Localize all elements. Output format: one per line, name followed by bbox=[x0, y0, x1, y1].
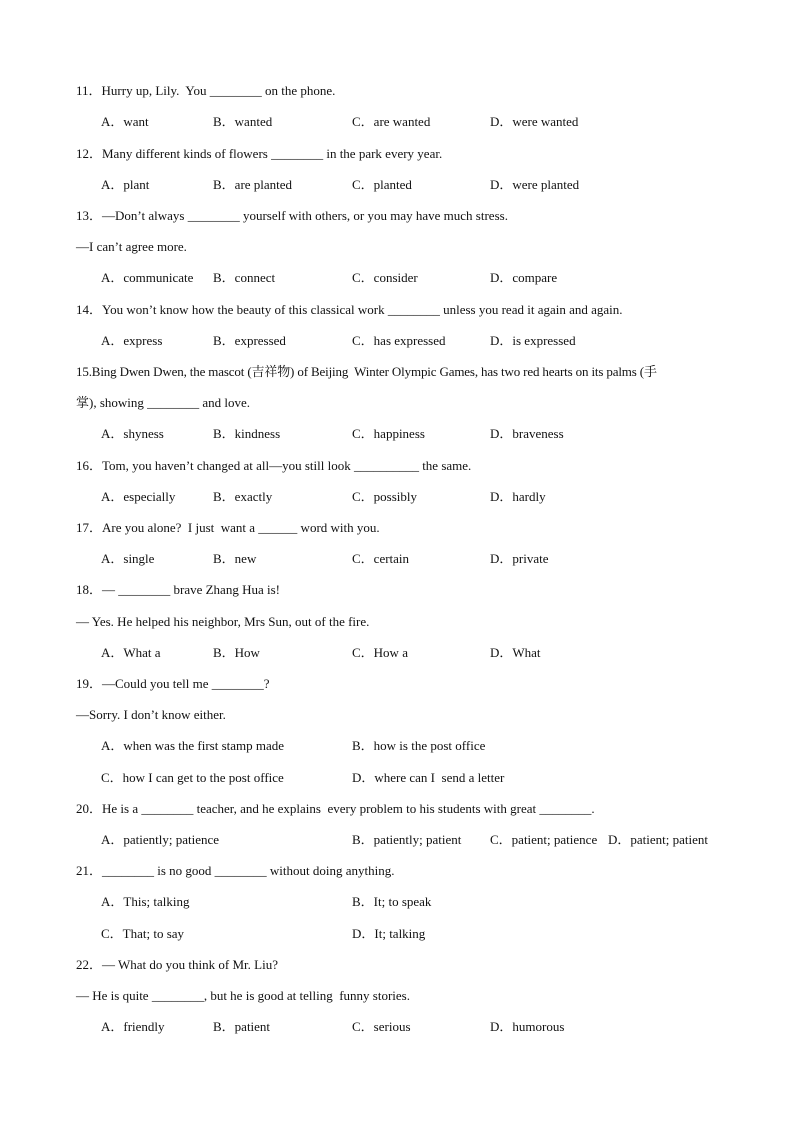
option-c[interactable]: C．patient; patience bbox=[490, 832, 598, 847]
question-14 bbox=[0, 300, 794, 320]
question-stem: 12．Many different kinds of flowers ________ in the park every year. bbox=[76, 146, 443, 161]
option-c[interactable]: C．That; to say bbox=[101, 926, 185, 941]
option-b[interactable]: B．how is the post office bbox=[352, 738, 486, 753]
option-a[interactable]: A．shyness bbox=[101, 426, 164, 441]
option-b[interactable]: B．wanted bbox=[213, 114, 273, 129]
option-b[interactable]: B．expressed bbox=[213, 333, 286, 348]
option-c[interactable]: C．planted bbox=[352, 177, 412, 192]
option-a[interactable]: A．What a bbox=[101, 645, 161, 660]
options-row bbox=[0, 424, 794, 444]
options-row bbox=[0, 892, 794, 912]
question-stem: 14．You won’t know how the beauty of this classical work ________ unless you read it again and again. bbox=[76, 302, 623, 317]
option-b[interactable]: B．patient bbox=[213, 1019, 271, 1034]
reply-text: — He is quite ________, but he is good at telling funny stories. bbox=[76, 988, 410, 1003]
question-15 bbox=[0, 362, 794, 382]
question-17 bbox=[0, 518, 794, 538]
question-stem: 15.Bing Dwen Dwen, the mascot (吉祥物) of Beijing Winter Olympic Games, has two red hearts on its palms (手 bbox=[76, 364, 657, 379]
option-b[interactable]: B．connect bbox=[213, 270, 276, 285]
question-stem: 18．— ________ brave Zhang Hua is! bbox=[76, 582, 280, 597]
options-row bbox=[0, 487, 794, 507]
option-c[interactable]: C．possibly bbox=[352, 489, 418, 504]
option-c[interactable]: C．has expressed bbox=[352, 333, 446, 348]
options-row bbox=[0, 549, 794, 569]
option-d[interactable]: D．It; talking bbox=[352, 926, 426, 941]
question-stem: 21．________ is no good ________ without doing anything. bbox=[76, 863, 395, 878]
options-row bbox=[0, 331, 794, 351]
option-a[interactable]: A．single bbox=[101, 551, 155, 566]
option-a[interactable]: A．patiently; patience bbox=[101, 832, 220, 847]
option-d[interactable]: D．patient; patient bbox=[608, 832, 709, 847]
question-stem: 20．He is a ________ teacher, and he explains every problem to his students with great ________. bbox=[76, 801, 595, 816]
option-c[interactable]: C．how I can get to the post office bbox=[101, 770, 284, 785]
option-b[interactable]: B．new bbox=[213, 551, 257, 566]
dialogue-reply bbox=[0, 612, 794, 632]
reply-text: —I can’t agree more. bbox=[76, 239, 187, 254]
question-16 bbox=[0, 456, 794, 476]
question-stem: 22．— What do you think of Mr. Liu? bbox=[76, 957, 278, 972]
option-d[interactable]: D．were planted bbox=[490, 177, 580, 192]
option-c[interactable]: C．happiness bbox=[352, 426, 425, 441]
option-a[interactable]: A．when was the first stamp made bbox=[101, 738, 285, 753]
option-b[interactable]: B．are planted bbox=[213, 177, 293, 192]
option-a[interactable]: A．This; talking bbox=[101, 894, 190, 909]
options-row bbox=[0, 830, 794, 850]
question-stem: 17．Are you alone? I just want a ______ word with you. bbox=[76, 520, 380, 535]
option-b[interactable]: B．kindness bbox=[213, 426, 281, 441]
options-row bbox=[0, 768, 794, 788]
option-c[interactable]: C．serious bbox=[352, 1019, 411, 1034]
option-d[interactable]: D．What bbox=[490, 645, 541, 660]
option-a[interactable]: A．want bbox=[101, 114, 149, 129]
option-d[interactable]: D．compare bbox=[490, 270, 558, 285]
option-a[interactable]: A．friendly bbox=[101, 1019, 165, 1034]
question-12 bbox=[0, 144, 794, 164]
option-d[interactable]: D．braveness bbox=[490, 426, 564, 441]
question-22 bbox=[0, 955, 794, 975]
options-row bbox=[0, 175, 794, 195]
reply-text: —Sorry. I don’t know either. bbox=[76, 707, 226, 722]
question-stem-continued: 掌), showing ________ and love. bbox=[76, 395, 251, 410]
dialogue-reply bbox=[0, 237, 794, 257]
question-19 bbox=[0, 674, 794, 694]
option-d[interactable]: D．where can I send a letter bbox=[352, 770, 505, 785]
option-c[interactable]: C．consider bbox=[352, 270, 418, 285]
option-d[interactable]: D．humorous bbox=[490, 1019, 565, 1034]
option-c[interactable]: C．How a bbox=[352, 645, 408, 660]
dialogue-reply bbox=[0, 705, 794, 725]
question-stem: 16．Tom, you haven’t changed at all—you still look __________ the same. bbox=[76, 458, 472, 473]
option-c[interactable]: C．certain bbox=[352, 551, 410, 566]
option-b[interactable]: B．How bbox=[213, 645, 260, 660]
question-21 bbox=[0, 861, 794, 881]
question-15-continued bbox=[0, 393, 794, 413]
options-row bbox=[0, 1017, 794, 1037]
option-a[interactable]: A．communicate bbox=[101, 270, 194, 285]
options-row bbox=[0, 643, 794, 663]
question-20 bbox=[0, 799, 794, 819]
option-b[interactable]: B．It; to speak bbox=[352, 894, 432, 909]
option-d[interactable]: D．private bbox=[490, 551, 549, 566]
option-b[interactable]: B．patiently; patient bbox=[352, 832, 462, 847]
question-stem: 13．—Don’t always ________ yourself with others, or you may have much stress. bbox=[76, 208, 508, 223]
option-d[interactable]: D．hardly bbox=[490, 489, 546, 504]
dialogue-reply bbox=[0, 986, 794, 1006]
question-stem: 11．Hurry up, Lily. You ________ on the phone. bbox=[76, 83, 336, 98]
option-c[interactable]: C．are wanted bbox=[352, 114, 431, 129]
options-row bbox=[0, 268, 794, 288]
question-18 bbox=[0, 580, 794, 600]
option-a[interactable]: A．especially bbox=[101, 489, 176, 504]
question-13 bbox=[0, 206, 794, 226]
option-a[interactable]: A．express bbox=[101, 333, 163, 348]
question-stem: 19．—Could you tell me ________? bbox=[76, 676, 270, 691]
option-a[interactable]: A．plant bbox=[101, 177, 150, 192]
option-d[interactable]: D．is expressed bbox=[490, 333, 576, 348]
options-row bbox=[0, 736, 794, 756]
option-d[interactable]: D．were wanted bbox=[490, 114, 579, 129]
option-b[interactable]: B．exactly bbox=[213, 489, 273, 504]
options-row bbox=[0, 112, 794, 132]
options-row bbox=[0, 924, 794, 944]
question-11 bbox=[0, 81, 794, 101]
reply-text: — Yes. He helped his neighbor, Mrs Sun, out of the fire. bbox=[76, 614, 370, 629]
